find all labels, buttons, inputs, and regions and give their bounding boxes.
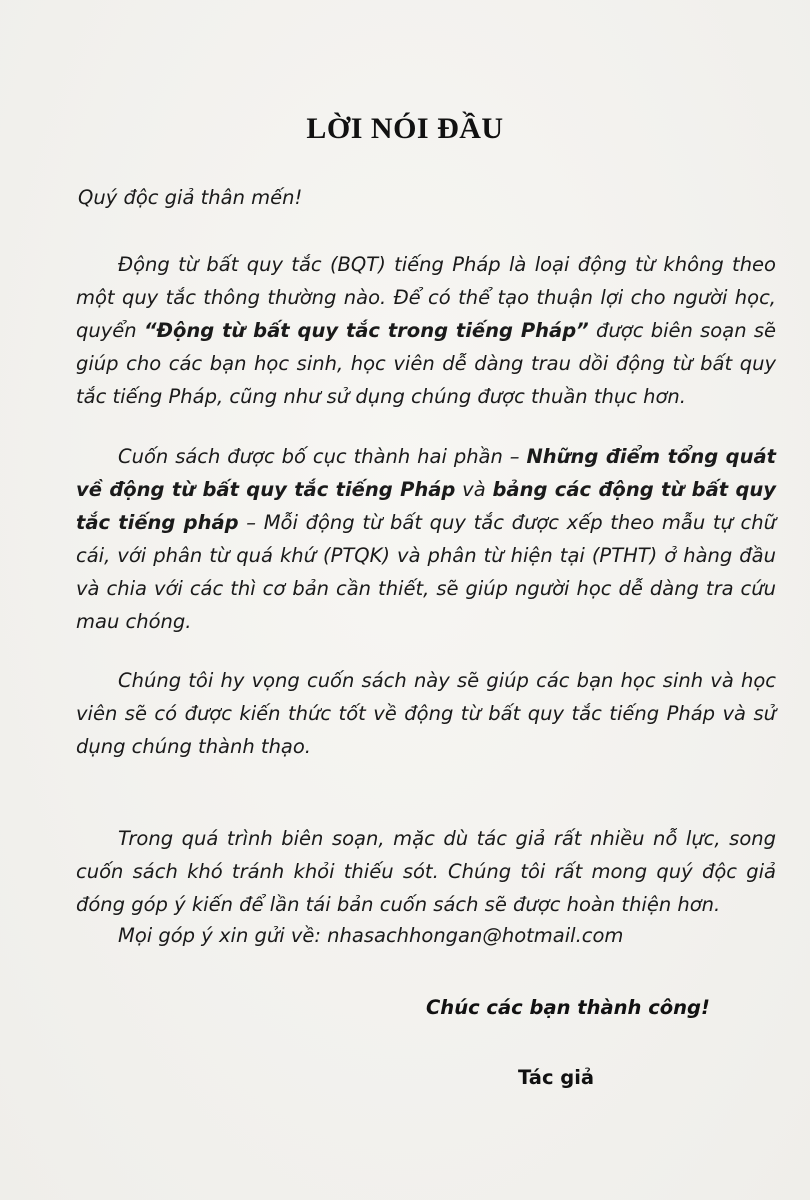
book-title-bold: “Động từ bất quy tắc trong tiếng Pháp”	[143, 319, 589, 342]
paragraph-intro-text-2: được biên soạn sẽ giúp cho các bạn học sinh, học viên dễ dàng trau dồi động từ bất quy tắc tiếng Pháp, cũng như sử dụng chúng được thuần thục hơn.	[76, 319, 776, 408]
closing-line: Chúc các bạn thành công!	[426, 996, 710, 1019]
author-signature: Tác giả	[518, 1066, 595, 1089]
paragraph-structure-text-2: và	[455, 478, 493, 501]
paragraph-intro-text-1: Động từ bất quy tắc (BQT) tiếng Pháp là loại động từ không theo một quy tắc thông thường nào. Để có thể tạo thuận lợi cho người học, quyển	[76, 253, 776, 342]
paragraph-structure-text-1: Cuốn sách được bố cục thành hai phần –	[118, 445, 527, 468]
part-one-bold: Những điểm tổng quát về động từ bất quy tắc tiếng Pháp	[76, 445, 777, 501]
greeting: Quý độc giả thân mến!	[78, 186, 303, 209]
part-two-bold: bảng các động từ bất quy tắc tiếng pháp	[76, 478, 776, 534]
contact-line: Mọi góp ý xin gửi về: nhasachhongan@hotmail.com	[118, 924, 624, 947]
paragraph-feedback: Trong quá trình biên soạn, mặc dù tác giả rất nhiều nỗ lực, song cuốn sách khó tránh khỏi thiếu sót. Chúng tôi rất mong quý độc giả đóng góp ý kiến để lần tái bản cuốn sách sẽ được hoàn thiện hơn.	[76, 827, 776, 916]
paragraph-intro	[76, 248, 776, 413]
paragraph-structure-text-3: – Mỗi động từ bất quy tắc được xếp theo mẫu tự chữ cái, với phân từ quá khứ (PTQK) và phân từ hiện tại (PTHT) ở hàng đầu và chia với các thì cơ bản cần thiết, sẽ giúp người học dễ dàng tra cứu mau chóng.	[76, 511, 776, 633]
paragraph-hope: Chúng tôi hy vọng cuốn sách này sẽ giúp các bạn học sinh và học viên sẽ có được kiến thức tốt về động từ bất quy tắc tiếng Pháp và sử dụng chúng thành thạo.	[76, 669, 776, 758]
paragraph-structure	[76, 440, 776, 638]
page-title: LỜI NÓI ĐẦU	[306, 112, 504, 145]
